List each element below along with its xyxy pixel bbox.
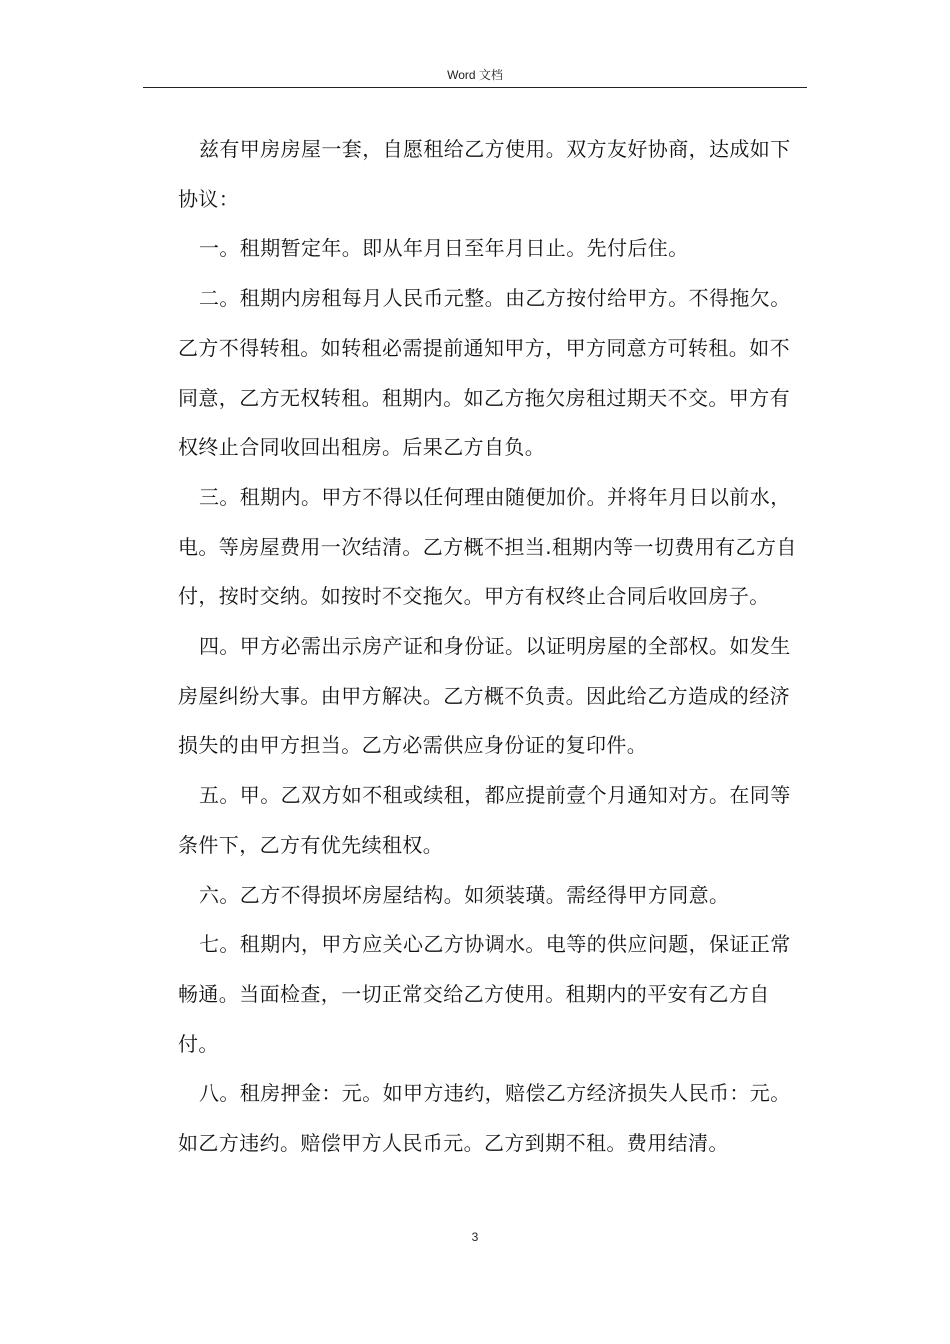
header-divider [143, 87, 807, 88]
document-body [178, 125, 808, 1169]
clause-5: 五。甲。乙双方如不租或续租，都应提前壹个月通知对方。在同等条件下，乙方有优先续租权。 [178, 783, 791, 857]
page-number: 3 [471, 1230, 479, 1244]
clause-6: 六。乙方不得损坏房屋结构。如须装璜。需经得甲方同意。 [199, 882, 730, 907]
clause-4: 四。甲方必需出示房产证和身份证。以证明房屋的全部权。如发生房屋纠纷大事。由甲方解决。乙方概不负责。因此给乙方造成的经济损失的由甲方担当。乙方必需供应身份证的复印件。 [178, 634, 791, 758]
clause-7: 七。租期内，甲方应关心乙方协调水。电等的供应问题，保证正常畅通。当面检查，一切正常交给乙方使用。租期内的平安有乙方自付。 [178, 932, 791, 1056]
clause-3: 三。租期内。甲方不得以任何理由随便加价。并将年月日以前水，电。等房屋费用一次结清。乙方概不担当.租期内等一切费用有乙方自付，按时交纳。如按时不交拖欠。甲方有权终止合同后收回房子。 [178, 484, 797, 609]
paragraph-intro: 兹有甲房房屋一套，自愿租给乙方使用。双方友好协商，达成如下协议： [178, 137, 791, 211]
clause-8: 八。租房押金：元。如甲方违约，赔偿乙方经济损失人民币：元。如乙方违约。赔偿甲方人民币元。乙方到期不租。费用结清。 [178, 1081, 791, 1156]
clause-2: 二。租期内房租每月人民币元整。由乙方按付给甲方。不得拖欠。乙方不得转租。如转租必需提前通知甲方，甲方同意方可转租。如不同意，乙方无权转租。租期内。如乙方拖欠房租过期天不交。甲方有权终止合同收回出租房。后果乙方自负。 [178, 286, 791, 460]
page-header: Word 文档 [447, 68, 503, 82]
clause-1: 一。租期暂定年。即从年月日至年月日止。先付后住。 [199, 236, 689, 261]
